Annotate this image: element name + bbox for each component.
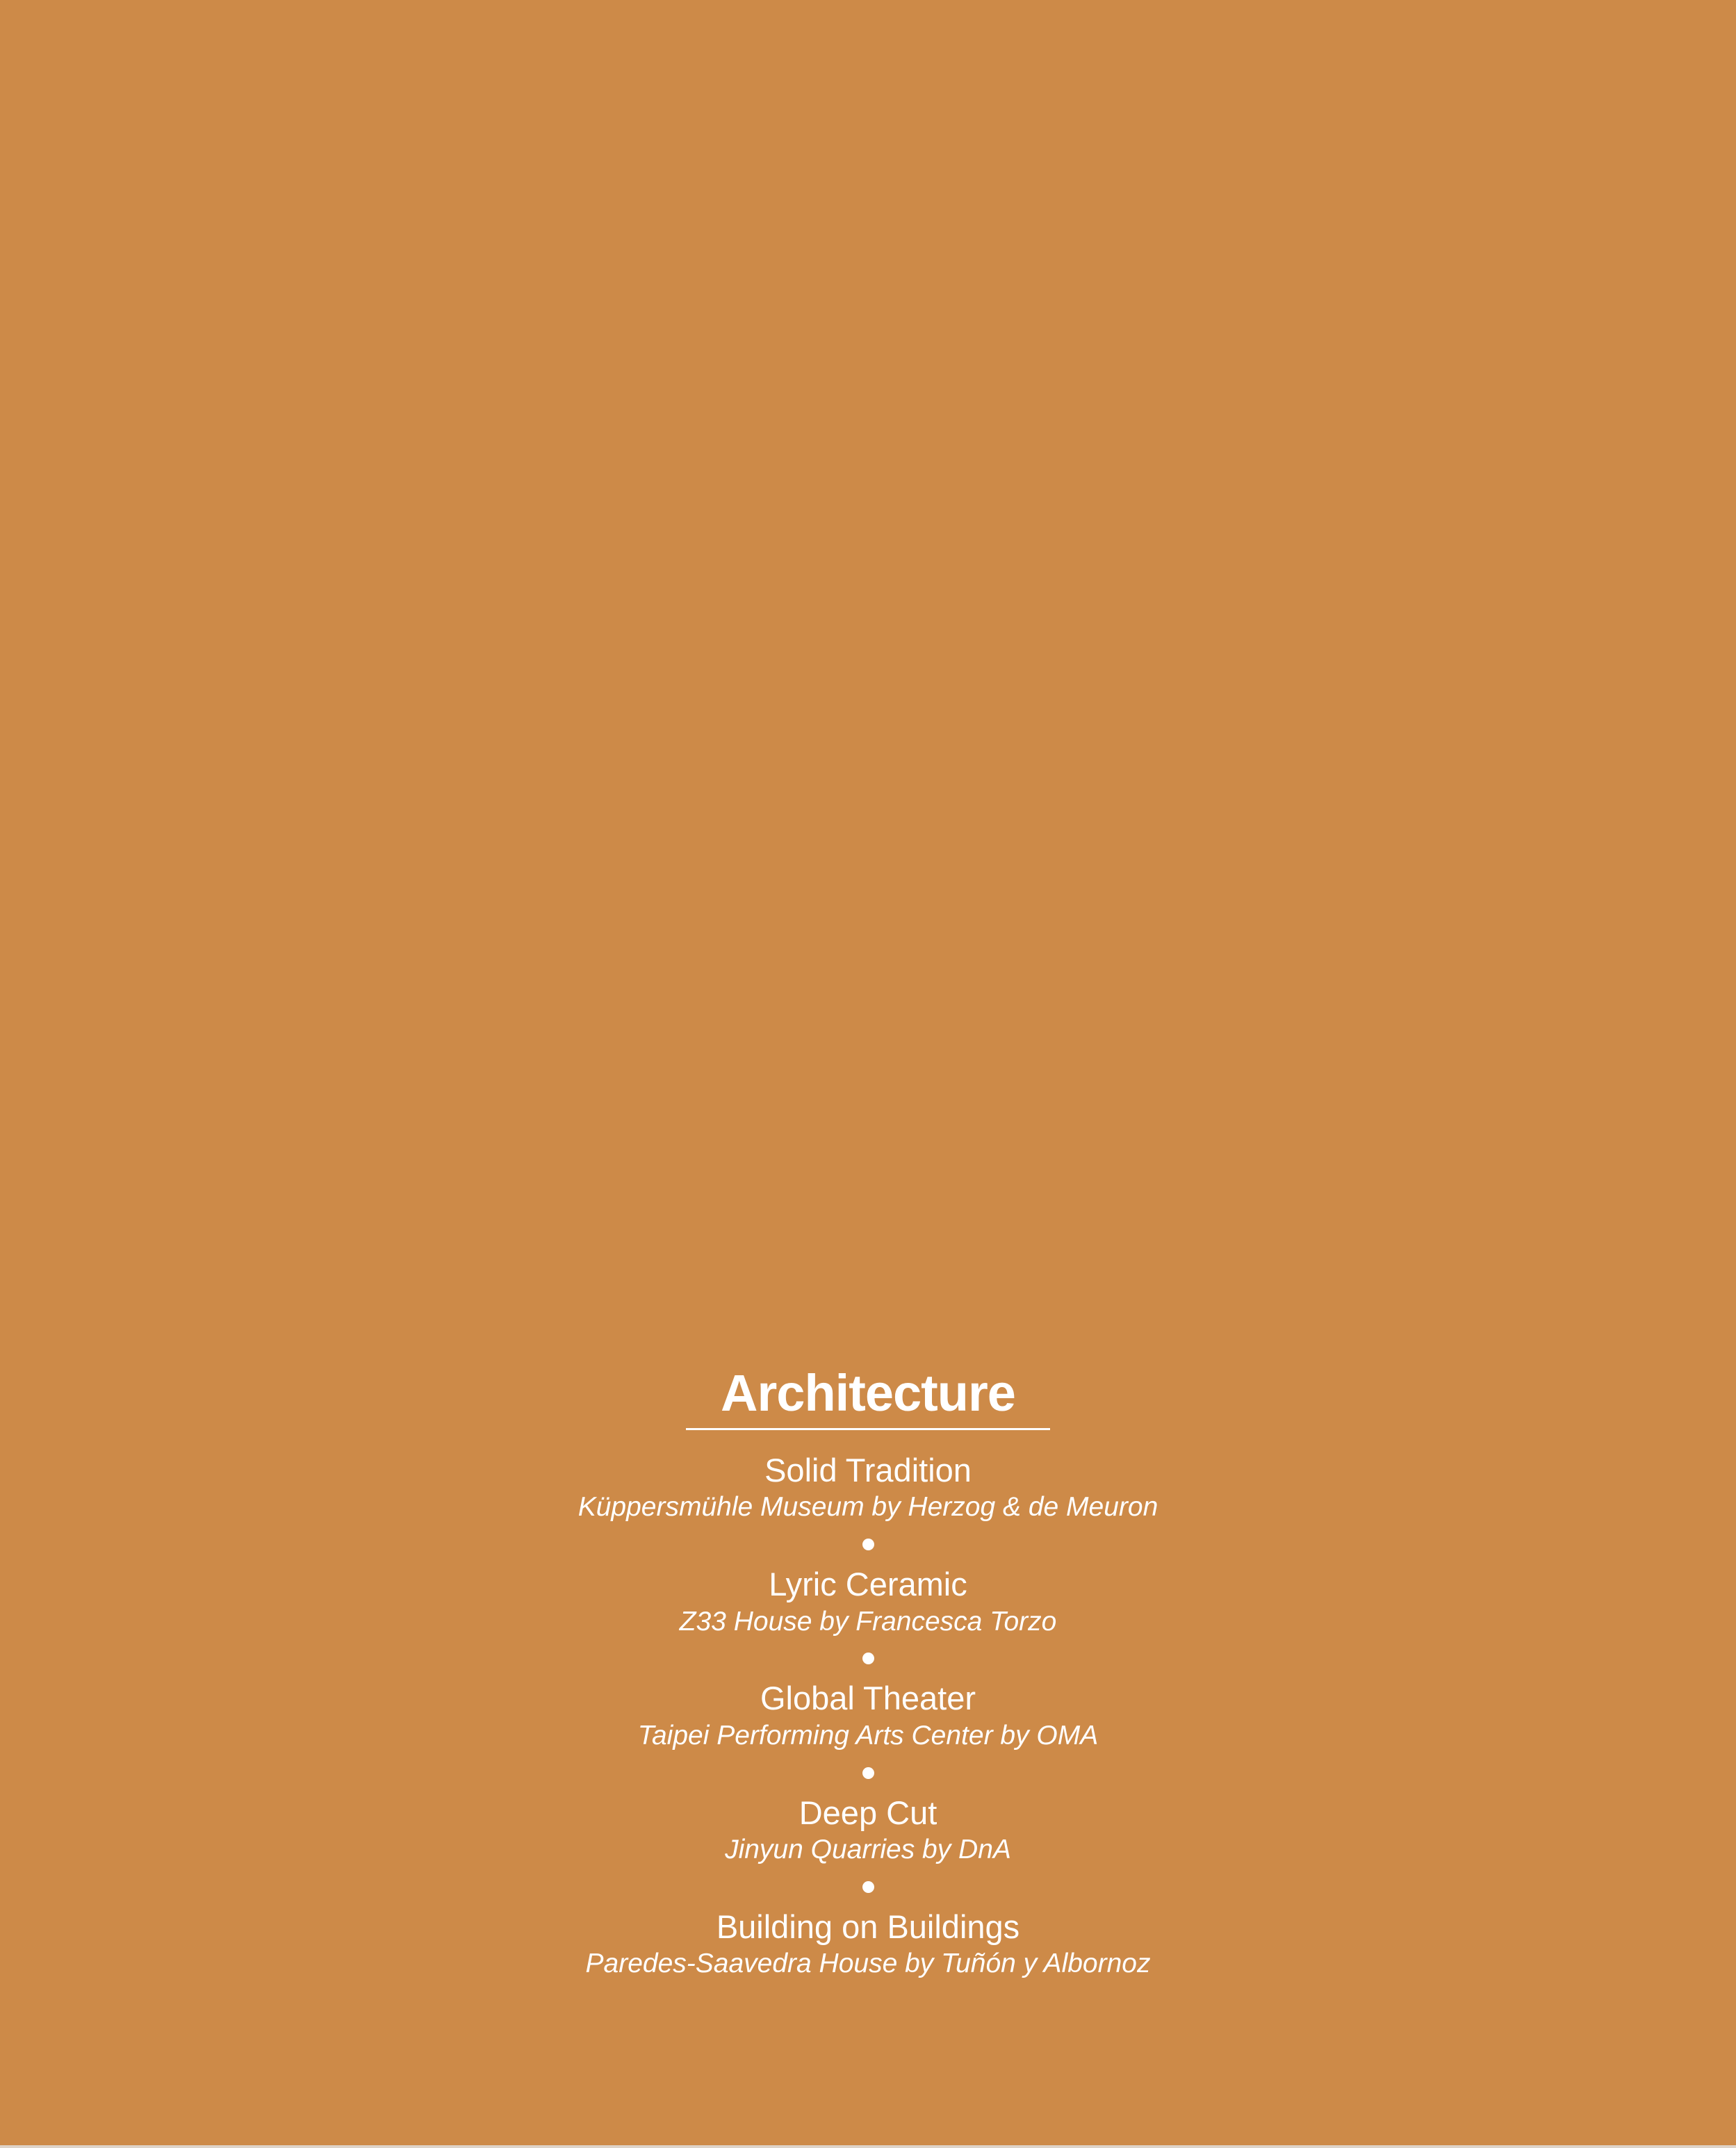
separator-dot bbox=[862, 1539, 874, 1550]
page-bottom-edge bbox=[0, 2145, 1736, 2148]
entry-title: Solid Tradition bbox=[764, 1452, 972, 1489]
separator-dot bbox=[862, 1767, 874, 1779]
entry-subtitle: Paredes-Saavedra House by Tuñón y Albornoz bbox=[585, 1949, 1151, 1979]
separator-dot bbox=[862, 1653, 874, 1664]
entry-subtitle: Jinyun Quarries by DnA bbox=[725, 1835, 1011, 1865]
entry-subtitle: Taipei Performing Arts Center by OMA bbox=[637, 1720, 1099, 1751]
entry-subtitle: Z33 House by Francesca Torzo bbox=[679, 1606, 1057, 1637]
entry-title: Building on Buildings bbox=[716, 1908, 1020, 1945]
toc-entry bbox=[0, 1565, 1736, 1638]
entry-title: Deep Cut bbox=[799, 1794, 937, 1831]
contents-block bbox=[0, 1363, 1736, 1981]
toc-entry bbox=[0, 1908, 1736, 1981]
section-title: Architecture bbox=[721, 1364, 1015, 1422]
toc-entry bbox=[0, 1451, 1736, 1524]
toc-entry bbox=[0, 1794, 1736, 1867]
entry-subtitle: Küppersmühle Museum by Herzog & de Meuron bbox=[578, 1492, 1158, 1523]
toc-entry bbox=[0, 1679, 1736, 1752]
entry-title: Lyric Ceramic bbox=[769, 1566, 967, 1603]
section-underline-rule bbox=[686, 1428, 1050, 1430]
separator-dot bbox=[862, 1881, 874, 1893]
entry-title: Global Theater bbox=[760, 1680, 976, 1717]
